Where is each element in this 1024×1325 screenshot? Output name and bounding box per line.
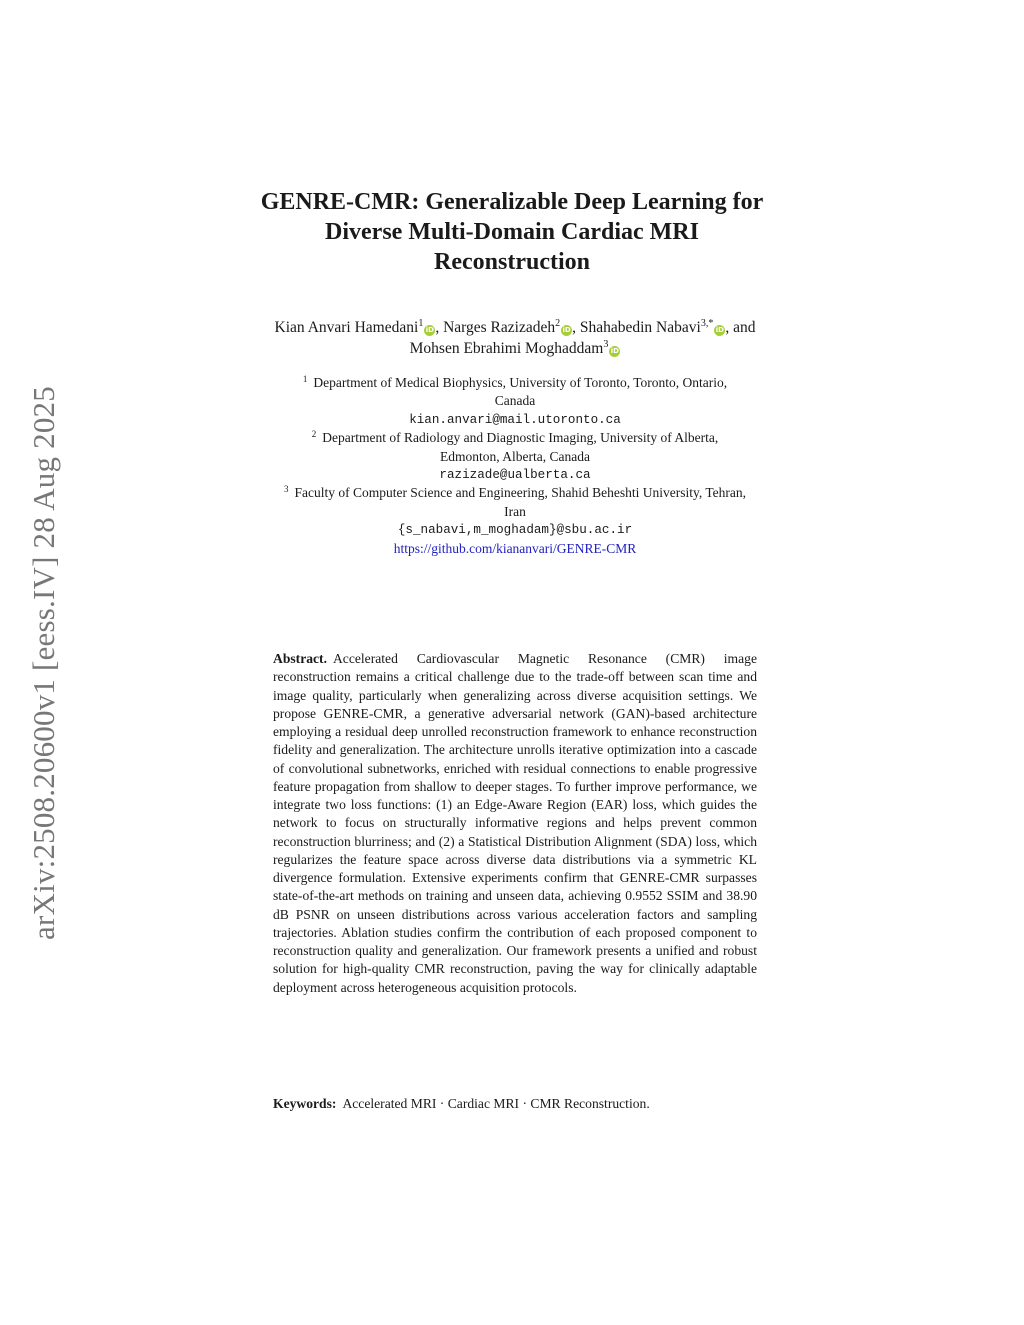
arxiv-identifier: arXiv:2508.20600v1 [eess.IV] 28 Aug 2025 (26, 385, 62, 940)
orcid-icon[interactable]: iD (425, 326, 434, 334)
affiliation-2 (215, 429, 815, 447)
affiliations (215, 374, 815, 558)
affiliation-2-line2: Edmonton, Alberta, Canada (440, 448, 590, 464)
author-4: Mohsen Ebrahimi Moghaddam (409, 340, 604, 357)
affiliation-1-line2: Canada (494, 393, 536, 409)
affiliation-1-num: 1 (302, 374, 308, 384)
orcid-icon[interactable]: iD (562, 326, 571, 334)
author-and: , and (725, 319, 756, 336)
email-2[interactable]: razizade@ualberta.ca (439, 468, 591, 483)
affiliation-3-line1: Faculty of Computer Science and Engineering, Shahid Beheshti University, Tehran, (294, 485, 747, 501)
keywords-label: Keywords: (273, 1096, 337, 1111)
author-1: Kian Anvari Hamedani (274, 319, 419, 336)
repo-link[interactable]: https://github.com/kiananvari/GENRE-CMR (393, 540, 637, 556)
author-4-sup: 3 (603, 339, 609, 350)
affiliation-3-line2: Iran (504, 503, 526, 519)
keywords (273, 1095, 757, 1113)
affiliation-2-line1: Department of Radiology and Diagnostic Imaging, University of Alberta, (322, 430, 719, 446)
affiliation-2-num: 2 (311, 429, 317, 440)
keywords-text: Accelerated MRI · Cardiac MRI · CMR Reconstruction. (342, 1096, 650, 1111)
orcid-icon[interactable]: iD (715, 326, 724, 334)
author-2-sup: 2 (555, 318, 561, 329)
arxiv-sidebar (10, 355, 78, 970)
affiliation-1-line1: Department of Medical Biophysics, University of Toronto, Toronto, Ontario, (313, 375, 728, 390)
title-line-3: Reconstruction (434, 249, 590, 275)
title-line-2: Diverse Multi-Domain Cardiac MRI (325, 219, 699, 245)
author-list (205, 317, 825, 359)
author-2: , Narges Razizadeh (435, 319, 556, 336)
author-1-sup: 1 (418, 318, 424, 329)
affiliation-3-num: 3 (283, 484, 289, 495)
author-3: , Shahabedin Nabavi (572, 319, 701, 336)
paper-title (200, 187, 824, 277)
abstract-label: Abstract. (273, 651, 327, 666)
affiliation-3 (215, 484, 815, 502)
author-3-sup: 3,* (700, 318, 714, 329)
abstract-text: Accelerated Cardiovascular Magnetic Resonance (CMR) image reconstruction remains a critical challenge due to the trade-off between scan time and image quality, particularly when generalizing across diverse acquisition settings. We propose GENRE-CMR, a generative adversarial network (GAN)-based architecture employing a residual deep unrolled reconstruction framework to enhance reconstruction fidelity and generalization. The architecture unrolls iterative optimization into a cascade of convolutional subnetworks, enriched with residual connections to enable progressive feature propagation from shallow to deeper stages. To further improve performance, we integrate two loss functions: (1) an Edge-Aware Region (EAR) loss, which guides the network to focus on structurally informative regions and helps prevent common reconstruction blurriness; and (2) a Statistical Distribution Alignment (SDA) loss, which regularizes the feature space across diverse data distributions via a symmetric KL divergence formulation. Extensive experiments confirm that GENRE-CMR surpasses state-of-the-art methods on training and unseen data, achieving 0.9552 SSIM and 38.90 dB PSNR on unseen distributions across various acceleration factors and sampling trajectories. Ablation studies confirm the contribution of each proposed component to reconstruction quality and generalization. Our framework presents a unified and robust solution for high-quality CMR reconstruction, paving the way for clinically adaptable deployment across heterogeneous acquisition protocols. (273, 651, 757, 995)
email-3[interactable]: {s_nabavi,m_moghadam}@sbu.ac.ir (397, 523, 633, 538)
affiliation-1 (215, 374, 815, 392)
email-1[interactable]: kian.anvari@mail.utoronto.ca (409, 412, 621, 427)
title-line-1: GENRE-CMR: Generalizable Deep Learning for (260, 189, 764, 215)
orcid-icon[interactable]: iD (610, 347, 619, 355)
abstract (273, 650, 757, 997)
